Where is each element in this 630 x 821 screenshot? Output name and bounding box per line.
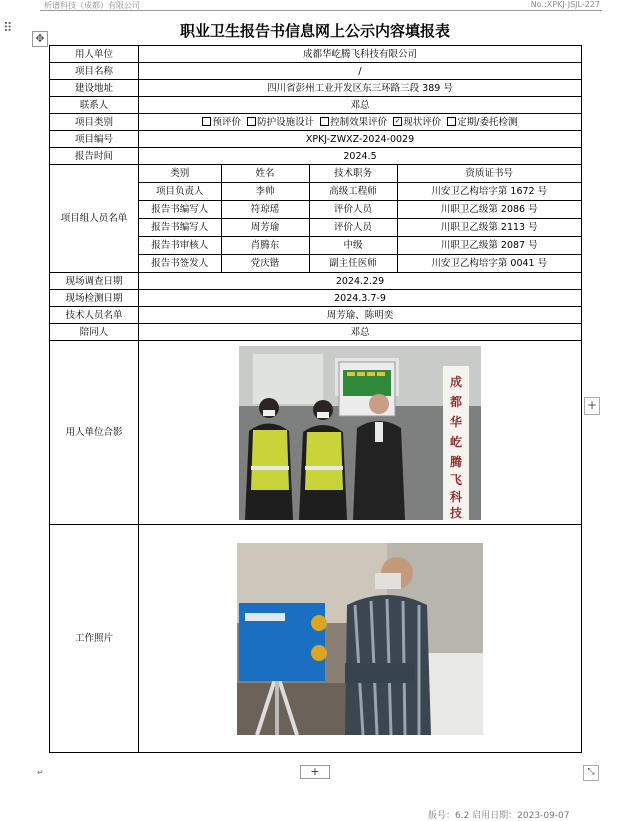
checkbox-checked-icon: ✓ [394,117,401,125]
label-escort: 陪同人 [50,324,139,341]
page-title: 职业卫生报告书信息网上公示内容填报表 [179,22,450,40]
row-address [50,80,582,97]
value-contact[interactable]: 邓总 [139,97,582,114]
value-escort[interactable]: 邓总 [139,324,582,341]
table-row [139,219,581,237]
project-type-checkboxes [139,114,582,131]
team-category[interactable]: 报告书编写人 [139,219,221,237]
checkbox-label: 预评价 [212,116,241,128]
work-photo-cell [139,525,582,753]
checkbox-icon [247,117,256,126]
table-row [139,255,581,273]
value-employer[interactable]: 成都华屹腾飞科技有限公司 [139,46,582,63]
table-move-handle-icon[interactable]: ✥ [32,31,48,47]
team-cert[interactable]: 川职卫乙级第 2087 号 [397,237,581,255]
team-title[interactable]: 中级 [309,237,397,255]
paragraph-mark-icon: ↵ [37,768,44,777]
add-column-icon[interactable]: + [584,397,600,415]
checkbox-status-evaluation[interactable] [390,117,441,128]
team-cert[interactable]: 川职卫乙级第 2113 号 [397,219,581,237]
svg-text:都: 都 [449,394,463,409]
form-table [49,45,582,753]
svg-text:成: 成 [449,374,463,389]
label-report-date: 报告时间 [50,148,139,165]
team-category[interactable]: 报告书签发人 [139,255,221,273]
team-header-row [139,165,581,183]
svg-text:华: 华 [449,414,463,429]
label-project-type: 项目类别 [50,114,139,131]
label-technicians: 技术人员名单 [50,307,139,324]
value-project-name[interactable]: / [139,63,582,80]
checkbox-periodic-testing[interactable] [444,117,517,128]
checkbox-pre-evaluation[interactable] [202,117,241,128]
svg-text:屹: 屹 [449,434,463,449]
team-header-category: 类别 [139,165,221,183]
team-title[interactable]: 评价人员 [309,201,397,219]
label-group-photo: 用人单位合影 [50,341,139,525]
team-category[interactable]: 报告书编写人 [139,201,221,219]
value-report-date[interactable]: 2024.5 [139,148,582,165]
table-row [139,201,581,219]
group-photo-cell [139,341,582,525]
row-technicians [50,307,582,324]
row-project-type [50,114,582,131]
label-employer: 用人单位 [50,46,139,63]
row-employer [50,46,582,63]
row-group-photo [50,341,582,525]
work-photo[interactable] [237,543,483,735]
team-title[interactable]: 高级工程师 [309,183,397,201]
add-row-button[interactable]: + [300,765,330,779]
checkbox-label: 定期/委托检测 [457,116,518,128]
team-cert[interactable]: 川安卫乙构培字第 1672 号 [397,183,581,201]
row-test-date [50,290,582,307]
label-project-name: 项目名称 [50,63,139,80]
team-name[interactable]: 符琼瑶 [221,201,309,219]
row-work-photo [50,525,582,753]
checkbox-protection-design[interactable] [244,117,314,128]
value-survey-date[interactable]: 2024.2.29 [139,273,582,290]
row-team [50,165,582,273]
row-contact [50,97,582,114]
table-row [139,183,581,201]
team-header-name: 姓名 [221,165,309,183]
team-category[interactable]: 报告书审核人 [139,237,221,255]
row-survey-date [50,273,582,290]
footer-version: 版号：6.2 启用日期：2023-09-07 [428,811,570,821]
svg-text:飞: 飞 [449,472,463,487]
label-work-photo: 工作照片 [50,525,139,753]
checkbox-icon [320,117,329,126]
checkbox-control-effect[interactable] [317,117,387,128]
drag-dots-icon[interactable]: ⠿ [3,21,12,36]
checkbox-icon [202,117,211,126]
label-team: 项目组人员名单 [50,165,139,273]
team-category[interactable]: 项目负责人 [139,183,221,201]
team-header-title: 技术职务 [309,165,397,183]
label-project-no: 项目编号 [50,131,139,148]
checkbox-icon [447,117,456,126]
row-escort [50,324,582,341]
page-header [0,0,630,12]
row-report-date [50,148,582,165]
team-header-cert: 资质证书号 [397,165,581,183]
header-rule [40,10,602,11]
team-name[interactable]: 李帅 [221,183,309,201]
team-table [139,165,581,272]
svg-text:技: 技 [449,505,463,520]
value-address[interactable]: 四川省彭州工业开发区东三环路三段 389 号 [139,80,582,97]
team-table-cell [139,165,582,273]
team-name[interactable]: 周芳瑜 [221,219,309,237]
value-test-date[interactable]: 2024.3.7-9 [139,290,582,307]
group-photo[interactable] [239,346,481,520]
table-row [139,237,581,255]
row-project-no [50,131,582,148]
work-photo-image [237,543,483,735]
checkbox-label: 现状评价 [403,116,442,128]
value-technicians[interactable]: 周芳瑜、陈明奕 [139,307,582,324]
team-cert[interactable]: 川职卫乙级第 2086 号 [397,201,581,219]
svg-text:腾: 腾 [449,454,463,469]
checkbox-label: 控制效果评价 [330,116,388,128]
svg-text:科: 科 [449,489,463,504]
team-name[interactable]: 肖腾东 [221,237,309,255]
table-resize-icon[interactable]: ⤡ [583,765,599,781]
team-name[interactable]: 党庆锴 [221,255,309,273]
label-address: 建设地址 [50,80,139,97]
label-test-date: 现场检测日期 [50,290,139,307]
header-doc-no: No.:XPKJ-JSJL-227 [530,0,600,9]
header-company: 析谱科技（成都）有限公司 [44,1,140,10]
label-survey-date: 现场调查日期 [50,273,139,290]
group-photo-image [239,346,481,520]
team-title[interactable]: 副主任医师 [309,255,397,273]
checkbox-label: 防护设施设计 [257,116,315,128]
label-contact: 联系人 [50,97,139,114]
row-project-name [50,63,582,80]
value-project-no[interactable]: XPKJ-ZWXZ-2024-0029 [139,131,582,148]
team-cert[interactable]: 川安卫乙构培字第 0041 号 [397,255,581,273]
team-title[interactable]: 评价人员 [309,219,397,237]
